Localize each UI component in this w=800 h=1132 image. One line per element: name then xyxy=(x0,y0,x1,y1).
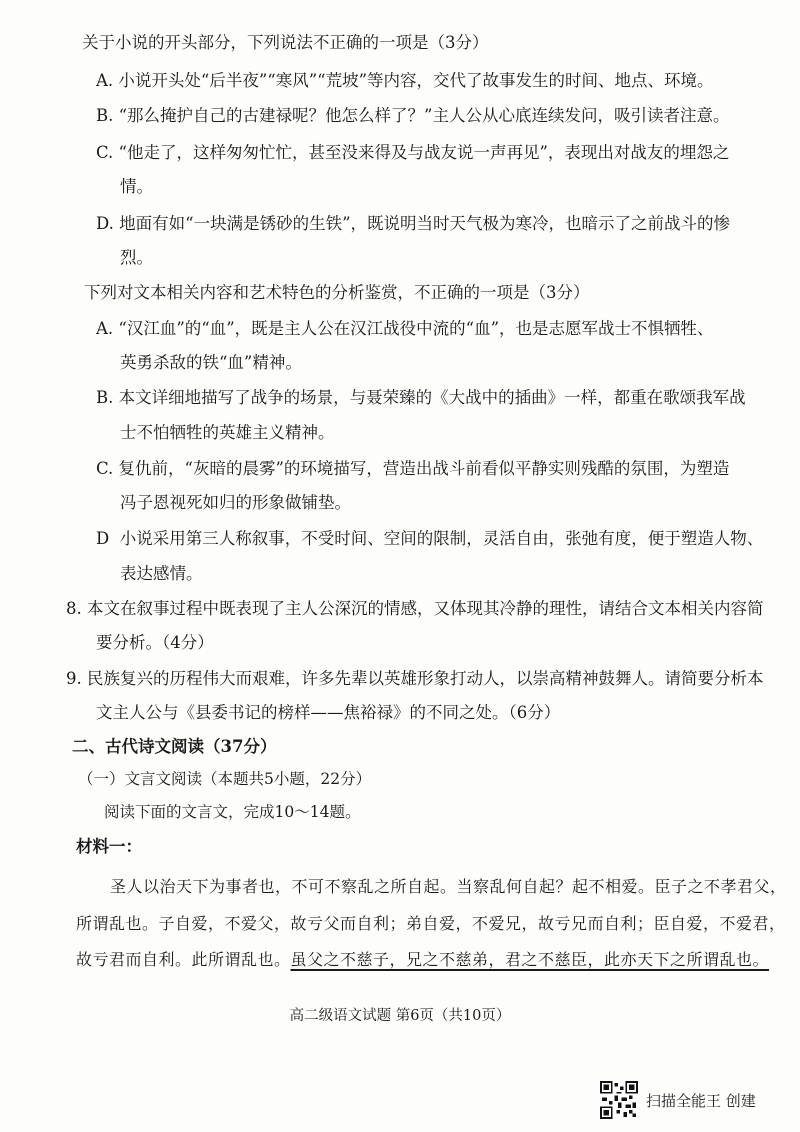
question-9-cont: 文主人公与《县委书记的榜样——焦裕禄》的不同之处。（6分） xyxy=(96,703,561,722)
option-c-cont: 冯子恩视死如归的形象做铺垫。 xyxy=(120,493,351,512)
scanner-watermark xyxy=(600,1080,756,1120)
material-label: 材料一： xyxy=(76,837,142,856)
option-a-cont: 英勇杀敌的铁“血”精神。 xyxy=(120,353,302,372)
option-text: 小说开头处“后半夜”“寒风”“荒坡”等内容，交代了故事发生的时间、地点、环境。 xyxy=(118,71,714,90)
option-a xyxy=(96,318,714,340)
option-text: 复仇前，“灰暗的晨雾”的环境描写，营造出战斗前看似平静实则残酷的氛围，为塑造 xyxy=(118,459,730,478)
option-c-cont: 情。 xyxy=(120,177,153,196)
question-number: 8. xyxy=(66,599,82,618)
option-label: D. xyxy=(96,214,114,233)
option-text: “汉江血”的“血”，既是主人公在汉江战役中流的“血”，也是志愿军战士不惧牺牲、 xyxy=(118,319,714,338)
option-text: “他走了，这样匆匆忙忙，甚至没来得及与战友说一声再见”，表现出对战友的埋怨之 xyxy=(118,143,730,162)
question-stem: 下列对文本相关内容和艺术特色的分析鉴赏，不正确的一项是（3分） xyxy=(84,283,590,302)
instruction: 阅读下面的文言文，完成10～14题。 xyxy=(104,803,361,821)
option-label: B. xyxy=(96,106,114,125)
option-c xyxy=(96,458,729,480)
option-b xyxy=(96,387,746,409)
underlined-sentence: 虽父之不慈子，兄之不慈弟，君之不慈臣，此亦天下之所谓乱也。 xyxy=(290,950,770,969)
question-8 xyxy=(66,598,764,620)
question-text: 民族复兴的历程伟大而艰难，许多先辈以英雄形象打动人，以崇高精神鼓舞人。请简要分析本 xyxy=(87,669,764,688)
option-text: 小说采用第三人称叙事，不受时间、空间的限制，灵活自由，张弛有度，便于塑造人物、 xyxy=(119,529,764,548)
page-footer: 高二级语文试题 第6页（共10页） xyxy=(289,1008,511,1024)
question-9 xyxy=(66,668,764,690)
option-d-cont: 表达感情。 xyxy=(120,564,203,583)
option-d xyxy=(96,213,730,235)
scanner-credit: 扫描全能王 创建 xyxy=(646,1091,756,1110)
option-d xyxy=(96,528,763,550)
qr-code-icon xyxy=(600,1081,638,1119)
question-stem: 关于小说的开头部分，下列说法不正确的一项是（3分） xyxy=(82,33,489,52)
passage-line xyxy=(76,949,769,971)
option-label: B. xyxy=(96,388,114,407)
passage-text: 故亏君而自利。此所谓乱也。 xyxy=(76,950,291,969)
option-a xyxy=(96,70,714,92)
option-text: 地面有如“一块满是锈砂的生铁”，既说明当时天气极为寒冷，也暗示了之前战斗的惨 xyxy=(119,214,731,233)
option-label: D xyxy=(96,529,110,548)
section-heading: 二、古代诗文阅读（37分） xyxy=(72,737,277,756)
option-label: C. xyxy=(96,459,114,478)
passage-line: 圣人以治天下为事者也，不可不察乱之所自起。当察乱何自起？起不相爱。臣子之不孝君父， xyxy=(110,877,787,896)
option-label: A. xyxy=(96,71,114,90)
option-c xyxy=(96,142,729,164)
option-text: 本文详细地描写了战争的场景，与聂荣臻的《大战中的插曲》一样，都重在歌颂我军战 xyxy=(118,388,746,407)
option-d-cont: 烈。 xyxy=(120,248,153,267)
subsection-heading: （一）文言文阅读（本题共5小题，22分） xyxy=(78,770,372,788)
question-number: 9. xyxy=(66,669,82,688)
passage-line: 所谓乱也。子自爱，不爱父，故亏父而自利；弟自爱，不爱兄，故亏兄而自利；臣自爱，不爱君， xyxy=(76,914,786,933)
option-label: A. xyxy=(96,319,114,338)
option-b xyxy=(96,105,730,127)
option-label: C. xyxy=(96,143,114,162)
option-b-cont: 士不怕牺牲的英雄主义精神。 xyxy=(120,423,335,442)
option-text: “那么掩护自己的古建禄呢？他怎么样了？”主人公从心底连续发问，吸引读者注意。 xyxy=(118,106,730,125)
question-text: 本文在叙事过程中既表现了主人公深沉的情感，又体现其冷静的理性，请结合文本相关内容简 xyxy=(87,599,764,618)
question-8-cont: 要分析。（4分） xyxy=(96,633,214,652)
